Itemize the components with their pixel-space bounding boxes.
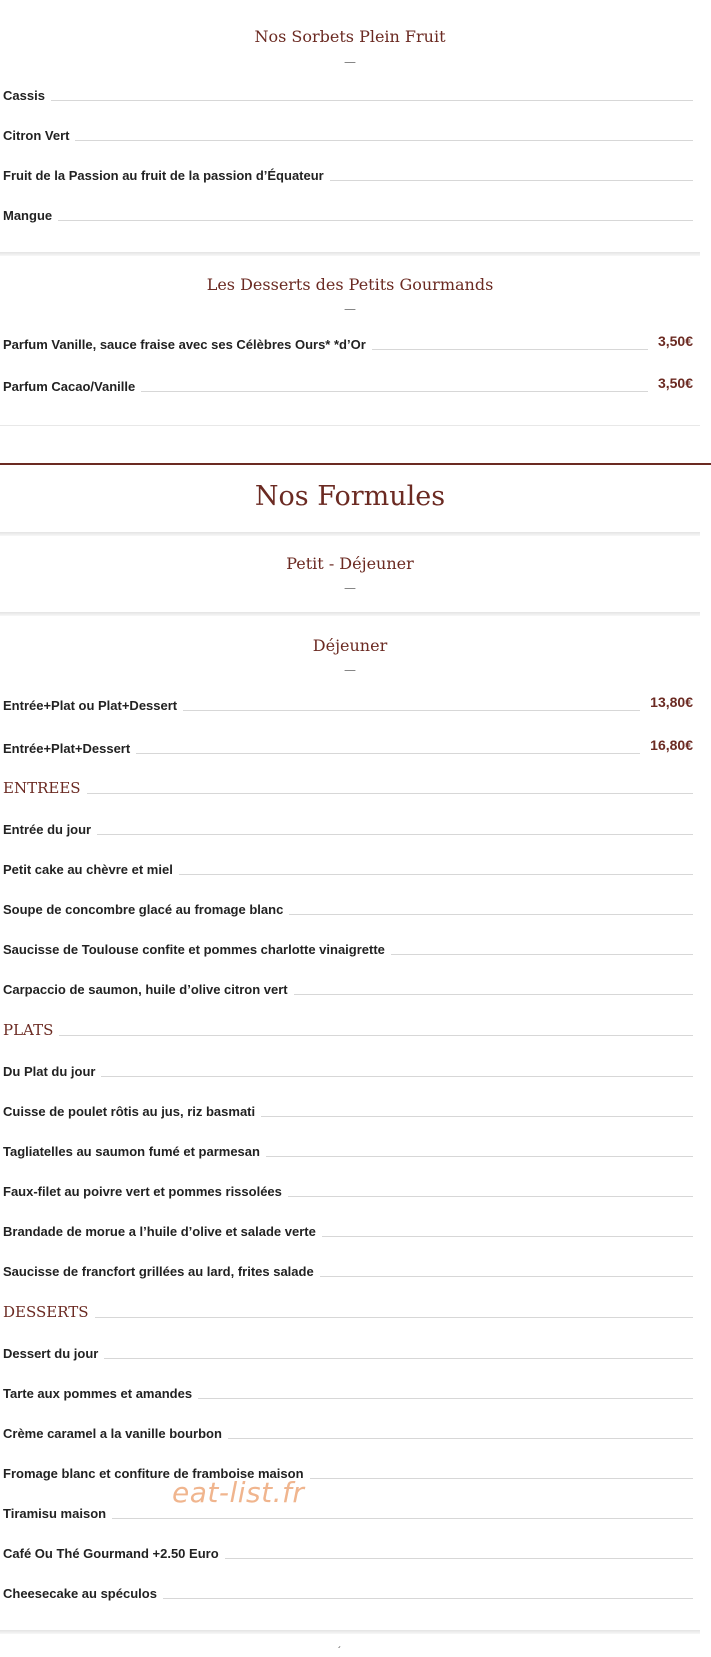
menu-item — [3, 1220, 697, 1240]
dotted-leader — [112, 1518, 693, 1519]
title-dash: — — [344, 663, 356, 677]
category-label: ENTREES — [3, 779, 81, 797]
dotted-leader — [95, 1317, 693, 1318]
item-name: Cuisse de poulet rôtis au jus, riz basmati — [3, 1104, 256, 1119]
menu-item — [3, 84, 697, 104]
section-title-sorbets: Nos Sorbets Plein Fruit — [254, 27, 446, 46]
item-name: Brandade de morue a l’huile d’olive et salade verte — [3, 1224, 316, 1239]
item-name: Tagliatelles au saumon fumé et parmesan — [3, 1144, 260, 1159]
item-name: Parfum Vanille, sauce fraise avec ses Célèbres Ours* *d’Or — [3, 337, 366, 352]
menu-item — [3, 1060, 697, 1080]
formules-rule — [0, 463, 711, 465]
dotted-leader — [294, 994, 693, 995]
section-divider — [0, 612, 700, 616]
section-title-dejeuner: Déjeuner — [312, 636, 388, 655]
formula-price: 16,80€ — [650, 737, 693, 753]
dotted-leader — [58, 220, 693, 221]
item-name: Café Ou Thé Gourmand +2.50 Euro — [3, 1546, 219, 1561]
dotted-leader — [225, 1558, 693, 1559]
dotted-leader — [163, 1598, 693, 1599]
formula-row — [3, 737, 697, 757]
menu-item — [3, 375, 697, 395]
formula-row — [3, 694, 697, 714]
partial-glyph: ´ — [338, 1646, 342, 1657]
menu-item — [3, 204, 697, 224]
dotted-leader — [266, 1156, 693, 1157]
item-name: Fruit de la Passion au fruit de la passion d’Équateur — [3, 168, 324, 183]
menu-item — [3, 1582, 697, 1602]
dotted-leader — [261, 1116, 693, 1117]
item-name: Parfum Cacao/Vanille — [3, 379, 136, 394]
item-name: Du Plat du jour — [3, 1064, 96, 1079]
item-name: Tiramisu maison — [3, 1506, 107, 1521]
item-name: Citron Vert — [3, 128, 70, 143]
item-name: Saucisse de Toulouse confite et pommes charlotte vinaigrette — [3, 942, 385, 957]
section-title-petit-dejeuner: Petit - Déjeuner — [286, 554, 414, 573]
category-header-plats — [3, 1019, 697, 1039]
menu-item — [3, 1260, 697, 1280]
menu-item — [3, 1140, 697, 1160]
item-name: Entrée du jour — [3, 822, 92, 837]
menu-item — [3, 1422, 697, 1442]
dotted-leader — [141, 391, 648, 392]
item-name: Cheesecake au spéculos — [3, 1586, 157, 1601]
menu-item — [3, 1462, 697, 1482]
menu-item — [3, 938, 697, 958]
title-dash: — — [344, 302, 356, 316]
title-dash: — — [344, 55, 356, 69]
menu-item — [3, 1100, 697, 1120]
dotted-leader — [310, 1478, 693, 1479]
dotted-leader — [288, 1196, 693, 1197]
category-header-entrees — [3, 777, 697, 797]
item-name: Mangue — [3, 208, 53, 223]
thin-divider — [0, 425, 700, 426]
page-heading-formules: Nos Formules — [254, 481, 446, 512]
title-dash: — — [344, 581, 356, 595]
section-divider — [0, 532, 700, 536]
dotted-leader — [136, 753, 640, 754]
menu-item — [3, 858, 697, 878]
item-name: Crème caramel a la vanille bourbon — [3, 1426, 222, 1441]
formula-price: 13,80€ — [650, 694, 693, 710]
category-label: DESSERTS — [3, 1303, 89, 1321]
item-price: 3,50€ — [657, 333, 693, 349]
dotted-leader — [179, 874, 693, 875]
item-name: Dessert du jour — [3, 1346, 99, 1361]
section-divider — [0, 252, 700, 256]
dotted-leader — [330, 180, 693, 181]
dotted-leader — [320, 1276, 693, 1277]
menu-item — [3, 1542, 697, 1562]
category-label: PLATS — [3, 1021, 54, 1039]
menu-item — [3, 124, 697, 144]
menu-item — [3, 164, 697, 184]
item-name: Carpaccio de saumon, huile d’olive citron vert — [3, 982, 288, 997]
menu-item — [3, 1502, 697, 1522]
watermark-text: eat-list.fr — [172, 1476, 305, 1509]
item-price: 3,50€ — [657, 375, 693, 391]
section-divider — [0, 1630, 700, 1634]
item-name: Cassis — [3, 88, 45, 103]
dotted-leader — [228, 1438, 693, 1439]
menu-item — [3, 978, 697, 998]
dotted-leader — [59, 1035, 693, 1036]
item-name: Soupe de concombre glacé au fromage blanc — [3, 902, 284, 917]
dotted-leader — [51, 100, 693, 101]
dotted-leader — [391, 954, 693, 955]
item-name: Tarte aux pommes et amandes — [3, 1386, 193, 1401]
menu-item — [3, 333, 697, 353]
dotted-leader — [198, 1398, 693, 1399]
formula-name: Entrée+Plat+Dessert — [3, 741, 131, 756]
item-name: Saucisse de francfort grillées au lard, frites salade — [3, 1264, 314, 1279]
dotted-leader — [75, 140, 693, 141]
section-title-petits-gourmands: Les Desserts des Petits Gourmands — [206, 275, 494, 294]
menu-item — [3, 1180, 697, 1200]
dotted-leader — [183, 710, 640, 711]
menu-item — [3, 1382, 697, 1402]
dotted-leader — [104, 1358, 693, 1359]
dotted-leader — [101, 1076, 693, 1077]
dotted-leader — [372, 349, 648, 350]
dotted-leader — [289, 914, 693, 915]
item-name: Fromage blanc et confiture de framboise maison — [3, 1466, 304, 1481]
dotted-leader — [87, 793, 693, 794]
item-name: Petit cake au chèvre et miel — [3, 862, 173, 877]
formula-name: Entrée+Plat ou Plat+Dessert — [3, 698, 178, 713]
menu-item — [3, 818, 697, 838]
dotted-leader — [322, 1236, 693, 1237]
category-header-desserts — [3, 1301, 697, 1321]
dotted-leader — [97, 834, 693, 835]
menu-item — [3, 1342, 697, 1362]
item-name: Faux-filet au poivre vert et pommes rissolées — [3, 1184, 282, 1199]
menu-item — [3, 898, 697, 918]
